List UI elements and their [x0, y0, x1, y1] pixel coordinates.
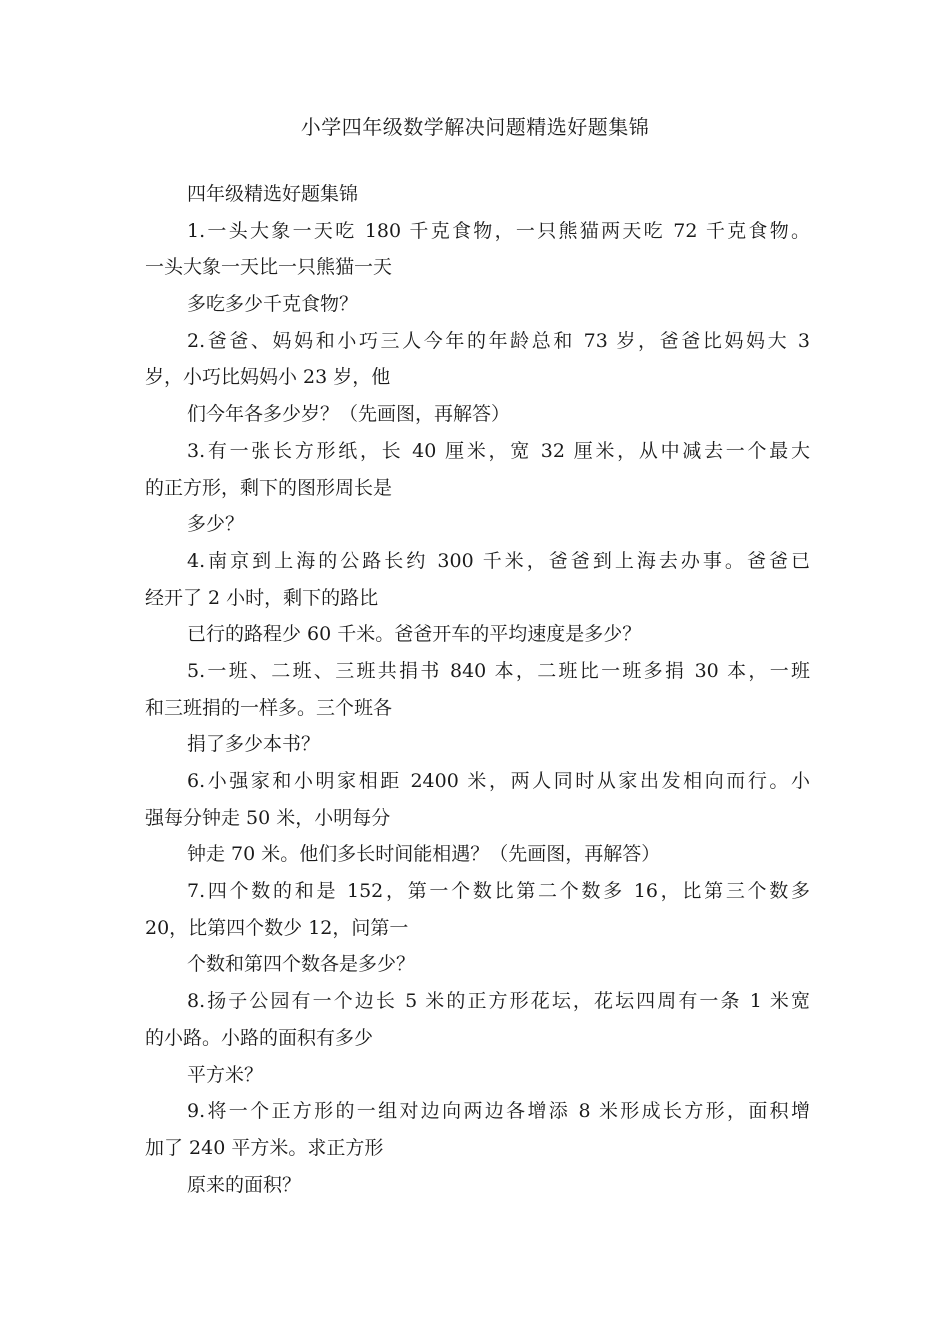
problem-6	[145, 763, 810, 873]
problem-line: 20，比第四个数少 12，问第一	[145, 916, 409, 939]
problem-line: 岁，小巧比妈妈小 23 岁，他	[145, 366, 391, 389]
problem-line: 经开了 2 小时，剩下的路比	[145, 586, 379, 609]
problem-line: 和三班捐的一样多。三个班各	[145, 696, 393, 719]
problem-line: 们今年各多少岁？（先画图，再解答）	[187, 403, 511, 426]
problem-7	[145, 873, 810, 983]
problem-line: 5.一班、二班、三班共捐书 840 本，二班比一班多捐 30 本，一班	[187, 659, 810, 682]
problem-line: 多吃多少千克食物？	[187, 293, 359, 316]
problem-line: 7.四个数的和是 152，第一个数比第二个数多 16，比第三个数多	[187, 880, 810, 903]
problem-line: 的正方形，剩下的图形周长是	[145, 476, 393, 499]
section-heading: 四年级精选好题集锦	[187, 183, 359, 205]
problem-line: 4.南京到上海的公路长约 300 千米，爸爸到上海去办事。爸爸已	[187, 549, 810, 572]
problem-8	[145, 983, 810, 1093]
document-body	[145, 176, 810, 1203]
problem-line: 个数和第四个数各是多少？	[187, 953, 416, 976]
problem-line: 强每分钟走 50 米，小明每分	[145, 806, 391, 829]
problem-line: 1.一头大象一天吃 180 千克食物，一只熊猫两天吃 72 千克食物。	[187, 219, 810, 242]
problem-5	[145, 653, 810, 763]
problem-line: 平方米？	[187, 1063, 264, 1086]
problem-line: 已行的路程少 60 千米。爸爸开车的平均速度是多少？	[187, 623, 642, 646]
problem-line: 捐了多少本书？	[187, 733, 321, 756]
problem-line: 加了 240 平方米。求正方形	[145, 1136, 384, 1159]
problem-line: 多少？	[187, 513, 245, 536]
problem-line: 的小路。小路的面积有多少	[145, 1026, 374, 1049]
problem-2	[145, 323, 810, 433]
problem-line: 9.将一个正方形的一组对边向两边各增添 8 米形成长方形，面积增	[187, 1100, 810, 1123]
problem-4	[145, 543, 810, 653]
problem-line: 一头大象一天比一只熊猫一天	[145, 256, 393, 279]
problem-1	[145, 213, 810, 323]
problem-line: 6.小强家和小明家相距 2400 米，两人同时从家出发相向而行。小	[187, 770, 810, 792]
problem-line: 3.有一张长方形纸，长 40 厘米，宽 32 厘米，从中减去一个最大	[187, 439, 810, 462]
document-title: 小学四年级数学解决问题精选好题集锦	[300, 115, 650, 139]
problem-line: 钟走 70 米。他们多长时间能相遇？（先画图，再解答）	[187, 843, 661, 866]
problem-line: 2.爸爸、妈妈和小巧三人今年的年龄总和 73 岁，爸爸比妈妈大 3	[187, 329, 810, 352]
problem-line: 原来的面积？	[187, 1173, 302, 1196]
problem-3	[145, 433, 810, 543]
problem-line: 8.扬子公园有一个边长 5 米的正方形花坛，花坛四周有一条 1 米宽	[187, 990, 810, 1013]
problem-9	[145, 1093, 810, 1203]
